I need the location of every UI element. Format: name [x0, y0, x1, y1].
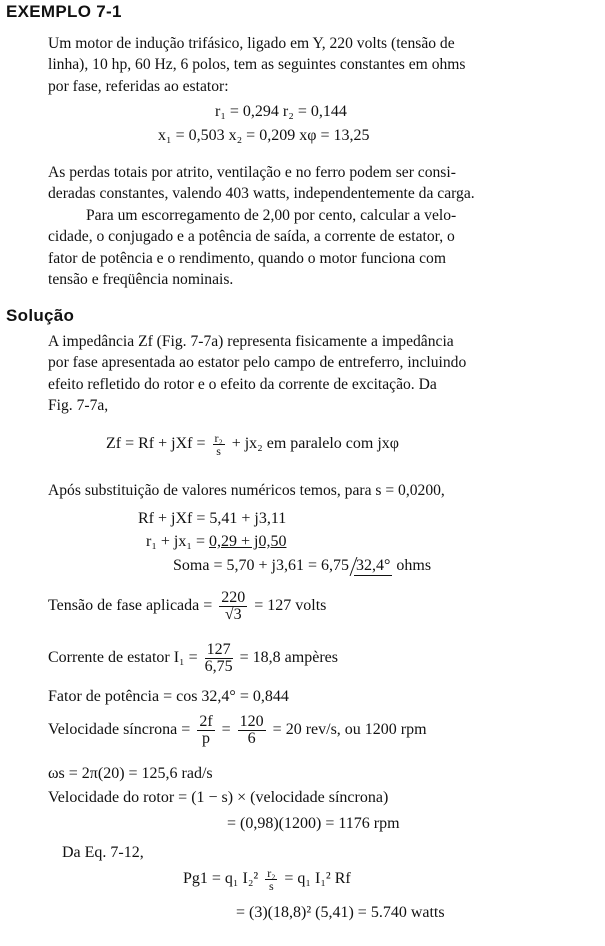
- rotor-speed-line-1: Velocidade do rotor = (1 − s) × (velocidade síncrona): [48, 789, 389, 806]
- zf-eq-fraction: [213, 432, 225, 457]
- task-paragraph: [48, 205, 588, 291]
- problem-line: por fase, referidas ao estator:: [48, 77, 229, 95]
- zf-eq-right: + jx₂ em paralelo com jxφ: [231, 435, 400, 453]
- sync-speed-den-1: p: [201, 730, 210, 747]
- losses-paragraph: [48, 162, 588, 205]
- sync-speed: [48, 714, 427, 747]
- sum-line-2-left: r₁ + jx₁ =: [146, 533, 209, 550]
- stator-current-label: Corrente de estator I₁ =: [48, 649, 198, 667]
- stator-current-result: = 18,8 ampères: [239, 649, 338, 667]
- sync-speed-num-2: 120: [239, 713, 264, 730]
- sum-unit: ohms: [392, 557, 432, 574]
- task-line: Para um escorregamento de 2,00 por cento, calcular a velo-: [86, 207, 457, 224]
- zf-equation: [106, 432, 399, 457]
- phase-voltage-label: Tensão de fase aplicada =: [48, 597, 213, 615]
- sync-speed-label: Velocidade síncrona =: [48, 721, 191, 739]
- constants-row-2: x₁ = 0,503 x₂ = 0,209 xφ = 13,25: [158, 127, 370, 144]
- pg1-equation: [183, 867, 351, 892]
- phase-voltage: [48, 590, 326, 623]
- sum-line-2: [146, 533, 286, 551]
- sum-angle: 32,4°: [355, 557, 391, 574]
- equals-sign: =: [221, 721, 231, 739]
- sum-line-2-right: 0,29 + j0,50: [208, 533, 287, 550]
- zf-frac-num: r₂: [214, 431, 223, 445]
- stator-current-den: 6,75: [204, 658, 233, 675]
- stator-current: [48, 642, 338, 675]
- sum-line-1: Rf + jXf = 5,41 + j3,11: [138, 510, 287, 527]
- sum-rect: 5,70 + j3,61: [226, 557, 304, 574]
- stator-current-fraction: [205, 642, 233, 675]
- intro-line: por fase apresentada ao estator pelo campo de entreferro, incluindo: [48, 354, 467, 372]
- stator-current-num: 127: [206, 641, 231, 658]
- problem-statement: [48, 33, 588, 97]
- solution-title: Solução: [6, 306, 75, 325]
- sync-speed-fraction-1: [197, 714, 214, 747]
- losses-line: deradas constantes, valendo 403 watts, independentemente da carga.: [48, 185, 475, 203]
- sum-magnitude: = 6,75: [303, 557, 353, 574]
- sync-speed-fraction-2: [238, 714, 266, 747]
- sync-speed-num-1: 2f: [199, 713, 213, 730]
- constants-row-1: r₁ = 0,294 r₂ = 0,144: [215, 103, 347, 120]
- problem-line: Um motor de indução trifásico, ligado em Y, 220 volts (tensão de: [48, 35, 455, 52]
- task-line: cidade, o conjugado e a potência de saída, a corrente de estator, o: [48, 228, 455, 246]
- omega-s: ωs = 2π(20) = 125,6 rad/s: [48, 765, 213, 782]
- phase-voltage-den: √3: [224, 606, 242, 623]
- eq-reference: Da Eq. 7-12,: [62, 844, 144, 861]
- phase-voltage-result: = 127 volts: [254, 597, 327, 615]
- losses-line: As perdas totais por atrito, ventilação e no ferro podem ser consi-: [48, 164, 456, 181]
- intro-line: A impedância Zf (Fig. 7-7a) representa fisicamente a impedância: [48, 333, 454, 350]
- sync-speed-result: = 20 rev/s, ou 1200 rpm: [272, 721, 427, 739]
- sync-speed-den-2: 6: [247, 730, 256, 747]
- intro-line: efeito refletido do rotor e o efeito da corrente de excitação. Da: [48, 375, 437, 393]
- power-factor: Fator de potência = cos 32,4° = 0,844: [48, 688, 289, 705]
- after-substitution: Após substituição de valores numéricos temos, para s = 0,0200,: [48, 482, 445, 499]
- pg1-frac-num: r₂: [267, 866, 276, 880]
- task-line: tensão e freqüência nominais.: [48, 271, 234, 289]
- solution-intro: [48, 331, 588, 417]
- example-title: EXEMPLO 7-1: [6, 2, 122, 21]
- zf-frac-den: s: [216, 444, 221, 458]
- sum-line-3: [173, 557, 431, 576]
- pg1-value: = (3)(18,8)² (5,41) = 5.740 watts: [236, 904, 445, 921]
- rotor-speed-line-2: = (0,98)(1200) = 1176 rpm: [227, 815, 400, 832]
- pg1-right: = q₁ I₁² Rf: [284, 870, 351, 888]
- task-line: fator de potência e o rendimento, quando o motor funciona com: [48, 249, 446, 267]
- pg1-frac-den: s: [268, 879, 274, 893]
- angle-symbol: [350, 557, 396, 576]
- pg1-fraction: [265, 867, 277, 892]
- phase-voltage-num: 220: [221, 589, 246, 606]
- sum-label: Soma =: [173, 557, 227, 574]
- pg1-left: Pg1 = q₁ I₂²: [183, 870, 259, 888]
- problem-line: linha), 10 hp, 60 Hz, 6 polos, tem as seguintes constantes em ohms: [48, 56, 466, 74]
- zf-eq-left: Zf = Rf + jXf =: [106, 435, 206, 453]
- phase-voltage-fraction: [219, 590, 247, 623]
- intro-line: Fig. 7-7a,: [48, 397, 109, 415]
